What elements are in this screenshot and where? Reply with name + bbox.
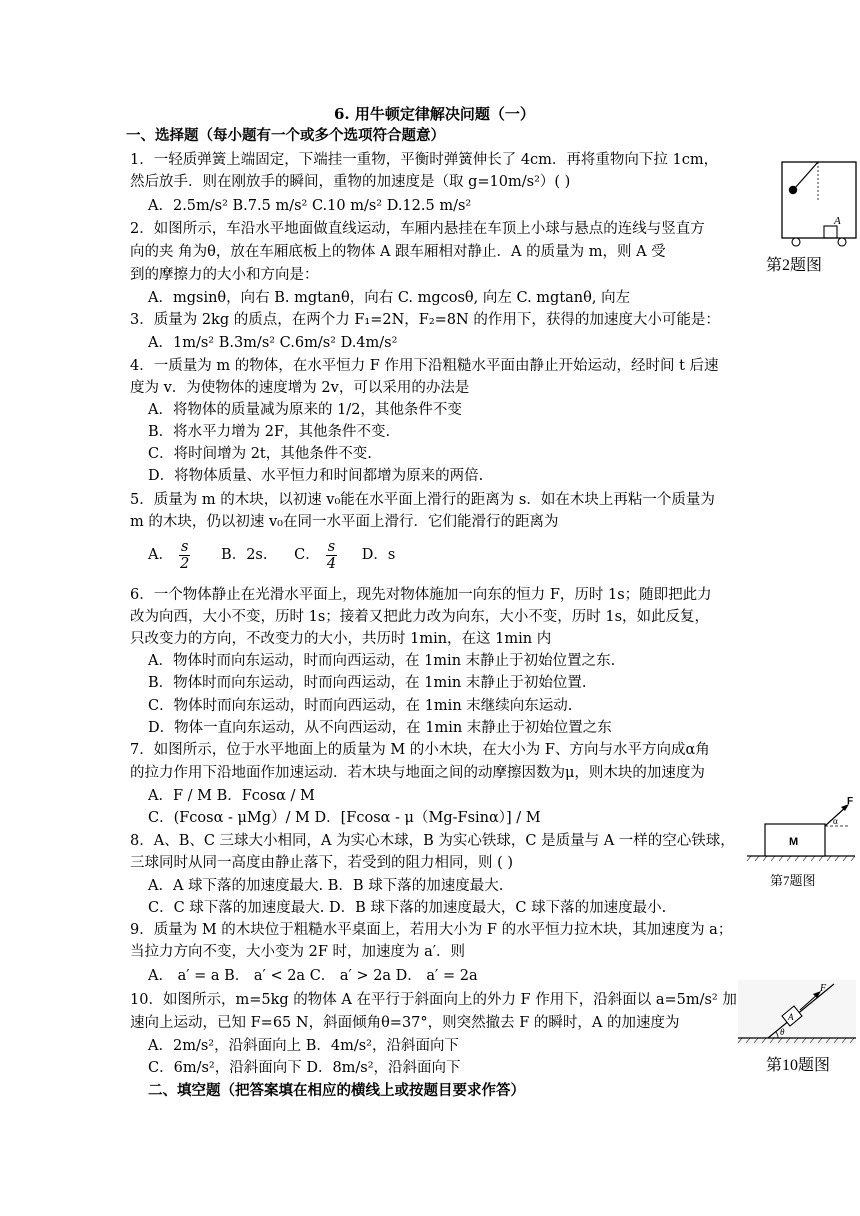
figure-q10-incline xyxy=(738,980,856,1044)
q3-options: A．1m/s² B.3m/s² C.6m/s² D.4m/s² xyxy=(148,335,398,351)
section-heading-fill: 二、填空题（把答案填在相应的横线上或按题目要求作答） xyxy=(148,1082,525,1099)
q4-option-c: C．将时间增为 2t，其他条件不变. xyxy=(148,446,372,462)
q5-option-a-numerator: s xyxy=(180,538,189,555)
figure-q7-caption: 第7题图 xyxy=(770,873,816,888)
q9-line-2: 当拉力方向不变，大小变为 2F 时，加速度为 a′．则 xyxy=(130,944,466,960)
figure-q10-caption: 第10题图 xyxy=(766,1057,831,1074)
q7-line-2: 的拉力作用下沿地面作加速运动．若木块与地面之间的动摩擦因数为μ，则木块的加速度为 xyxy=(130,765,705,781)
q5-option-a-label: A． xyxy=(148,547,173,563)
q2-options: A．mgsinθ，向右 B. mgtanθ，向右 C. mgcosθ, 向左 C. mgtanθ, 向左 xyxy=(148,290,631,306)
q5-line-2: m 的木块，仍以初速 v₀在同一水平面上滑行．它们能滑行的距离为 xyxy=(130,514,559,530)
block-m-label: M xyxy=(789,836,799,848)
q4-line-2: 度为 v．为使物体的速度增为 2v，可以采用的办法是 xyxy=(130,380,470,396)
q5-option-d: D．s xyxy=(361,547,396,563)
q6-line-1: 6．一个物体静止在光滑水平面上，现先对物体施加一向东的恒力 F，历时 1s；随即把此力 xyxy=(130,587,712,603)
figure-q7-block xyxy=(745,790,857,862)
q5-options xyxy=(148,538,395,572)
q1-line-1: 1．一轻质弹簧上端固定，下端挂一重物，平衡时弹簧伸长了 4cm．再将重物向下拉 1cm， xyxy=(130,152,719,168)
q5-option-c-numerator: s xyxy=(327,538,336,555)
q4-option-b: B．将水平力增为 2F，其他条件不变. xyxy=(148,424,391,440)
q1-line-2: 然后放手．则在刚放手的瞬间，重物的加速度是（取 g=10m/s²）( ) xyxy=(130,174,571,190)
q8-line-2: 三球同时从同一高度由静止落下，若受到的阻力相同，则 ( ) xyxy=(130,855,514,871)
q9-options: A． a′ = a B． a′ < 2a C． a′ > 2a D． a′ = 2a xyxy=(148,968,478,984)
q5-option-a-fraction xyxy=(179,539,190,572)
q5-option-c-fraction xyxy=(326,539,337,572)
q5-option-c-label: C． xyxy=(294,547,320,563)
angle-label: θ xyxy=(780,1027,785,1037)
q4-option-a: A．将物体的质量减为原来的 1/2，其他条件不变 xyxy=(148,402,462,418)
q5-option-c-denominator: 4 xyxy=(326,555,337,572)
q4-option-d: D．将物体质量、水平恒力和时间都增为原来的两倍. xyxy=(148,468,484,484)
figure-q2-cart xyxy=(778,160,860,256)
q3-line-1: 3．质量为 2kg 的质点，在两个力 F₁=2N，F₂=8N 的作用下，获得的加速度大小可能是： xyxy=(130,312,720,328)
pendulum-string xyxy=(795,162,818,188)
force-label: F xyxy=(820,983,827,994)
page-title: 6. 用牛顿定律解决问题（一） xyxy=(334,105,535,123)
q10-options-1: A．2m/s²，沿斜面向上 B．4m/s²，沿斜面向下 xyxy=(148,1038,459,1054)
figure-q2-caption: 第2题图 xyxy=(766,257,823,274)
q8-options-1: A．A 球下落的加速度最大. B．B 球下落的加速度最大. xyxy=(148,878,504,894)
q5-option-b: B．2s. xyxy=(221,547,268,563)
q2-line-3: 到的摩擦力的大小和方向是： xyxy=(130,267,319,283)
q7-options-2: C．(Fcosα - μMg）/ M D．[Fcosα - μ（Mg-Fsinα）] / M xyxy=(148,810,541,826)
q6-option-d: D．物体一直向东运动，从不向西运动，在 1min 末静止于初始位置之东 xyxy=(148,720,612,736)
q2-line-2: 向的夹 角为θ，放在车厢底板上的物体 A 跟车厢相对静止．A 的质量为 m，则 A 受 xyxy=(130,244,666,260)
q10-options-2: C．6m/s²，沿斜面向下 D．8m/s²，沿斜面向下 xyxy=(148,1060,461,1076)
block-a-label: A xyxy=(834,215,841,227)
q6-line-3: 只改变力的方向，不改变力的大小，共历时 1min，在这 1min 内 xyxy=(130,631,552,647)
force-label: F xyxy=(847,796,854,807)
q2-line-1: 2．如图所示，车沿水平地面做直线运动，车厢内悬挂在车顶上小球与悬点的连线与竖直方 xyxy=(130,221,705,237)
q8-line-1: 8．A、B、C 三球大小相同，A 为实心木球，B 为实心铁球，C 是质量与 A 一样的空心铁球， xyxy=(130,833,735,849)
ground-hatching xyxy=(747,856,855,861)
q6-option-c: C．物体时而向东运动，时而向西运动，在 1min 末继续向东运动. xyxy=(148,698,573,714)
wheel-left xyxy=(792,238,800,246)
q4-line-1: 4．一质量为 m 的物体，在水平恒力 F 作用下沿粗糙水平面由静止开始运动，经时间 t 后速 xyxy=(130,358,719,374)
q5-line-1: 5．质量为 m 的木块，以初速 v₀能在水平面上滑行的距离为 s．如在木块上再粘一个质量为 xyxy=(130,492,715,508)
q10-line-2: 速向上运动，已知 F=65 N，斜面倾角θ=37°，则突然撤去 F 的瞬时，A 的加速度为 xyxy=(130,1015,680,1031)
q6-option-b: B．物体时而向东运动，时而向西运动，在 1min 末静止于初始位置. xyxy=(148,675,587,691)
block-a xyxy=(824,226,837,238)
q6-line-2: 改为向西，大小不变，历时 1s；接着又把此力改为向东，大小不变，历时 1s，如此反复， xyxy=(130,609,710,625)
cart-body xyxy=(782,162,856,238)
section-heading-choice: 一、选择题（每小题有一个或多个选项符合题意） xyxy=(126,127,445,144)
q9-line-1: 9．质量为 M 的木块位于粗糙水平桌面上，若用大小为 F 的水平恒力拉木块，其加速度为 a； xyxy=(130,922,733,938)
q7-options-1: A．F / M B．Fcosα / M xyxy=(148,788,315,804)
q8-options-2: C．C 球下落的加速度最大. D．B 球下落的加速度最大，C 球下落的加速度最小. xyxy=(148,900,667,916)
pendulum-ball xyxy=(789,186,797,194)
wheel-right xyxy=(838,238,846,246)
q7-line-1: 7．如图所示，位于水平地面上的质量为 M 的小木块，在大小为 F、方向与水平方向成α角 xyxy=(130,742,710,758)
q5-option-a-denominator: 2 xyxy=(180,555,190,572)
block-a-label: A xyxy=(788,1012,794,1022)
q6-option-a: A．物体时而向东运动，时而向西运动，在 1min 末静止于初始位置之东. xyxy=(148,653,616,669)
q1-options: A．2.5m/s² B.7.5 m/s² C.10 m/s² D.12.5 m/s² xyxy=(148,198,472,214)
angle-label: α xyxy=(833,816,838,826)
q10-line-1: 10．如图所示，m=5kg 的物体 A 在平行于斜面向上的外力 F 作用下，沿斜面以 a=5m/s² 加 xyxy=(130,992,737,1008)
